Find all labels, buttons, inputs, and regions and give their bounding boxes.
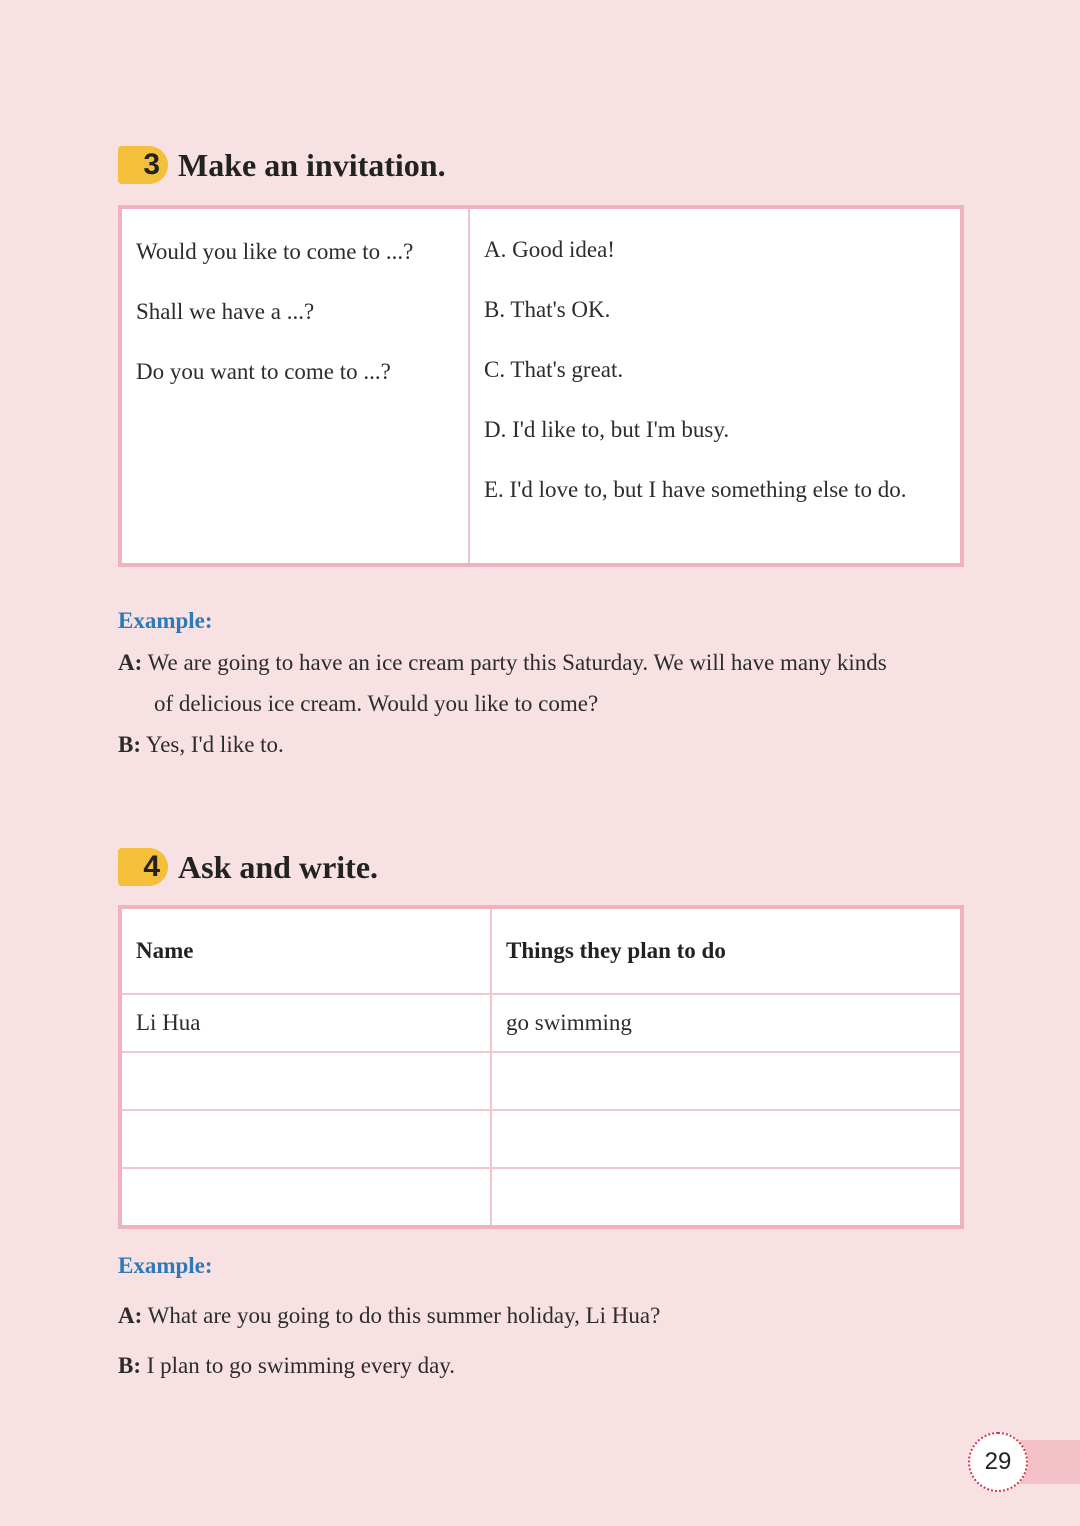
table-row xyxy=(120,1052,962,1110)
plan-cell[interactable] xyxy=(491,1110,962,1168)
dialog-line xyxy=(118,732,284,758)
section-title: Ask and write. xyxy=(178,848,379,885)
dialog-line xyxy=(154,691,598,717)
table-row xyxy=(120,994,962,1052)
speaker-label: B: xyxy=(118,732,141,757)
section-number-badge: 4 xyxy=(118,848,168,886)
speaker-label: A: xyxy=(118,1303,143,1328)
invitation-column xyxy=(122,209,470,563)
table-header-row xyxy=(120,907,962,994)
plan-cell[interactable] xyxy=(491,1052,962,1110)
dialog-text: I plan to go swimming every day. xyxy=(146,1353,456,1378)
speaker-label: A: xyxy=(118,650,143,675)
column-header-plans: Things they plan to do xyxy=(491,907,962,994)
dialog-line xyxy=(118,650,887,676)
example-label: Example: xyxy=(118,608,213,633)
invitation-phrase: Shall we have a ...? xyxy=(136,299,315,324)
plan-table xyxy=(118,905,964,1229)
invitation-phrase: Do you want to come to ...? xyxy=(136,359,391,384)
invitation-phrase: Would you like to come to ...? xyxy=(136,239,414,264)
response-option: A. Good idea! xyxy=(484,237,615,262)
name-cell: Li Hua xyxy=(120,994,491,1052)
response-option: D. I'd like to, but I'm busy. xyxy=(484,417,730,442)
dialog-text: We are going to have an ice cream party this Saturday. We will have many kinds xyxy=(147,650,887,675)
section-number-badge: 3 xyxy=(118,146,168,184)
plan-cell: go swimming xyxy=(491,994,962,1052)
invitation-box xyxy=(118,205,964,567)
dialog-line xyxy=(118,1303,660,1329)
table-row xyxy=(120,1168,962,1227)
example-label: Example: xyxy=(118,1253,213,1278)
speaker-label: B: xyxy=(118,1353,141,1378)
section-4-header xyxy=(118,848,378,886)
section-title: Make an invitation. xyxy=(178,146,446,183)
response-option: C. That's great. xyxy=(484,357,624,382)
name-cell[interactable] xyxy=(120,1110,491,1168)
plan-cell[interactable] xyxy=(491,1168,962,1227)
table-row xyxy=(120,1110,962,1168)
name-cell[interactable] xyxy=(120,1168,491,1227)
dialog-line xyxy=(118,1353,455,1379)
page-number: 29 xyxy=(968,1432,1028,1492)
response-option: B. That's OK. xyxy=(484,297,611,322)
name-cell[interactable] xyxy=(120,1052,491,1110)
dialog-text: Yes, I'd like to. xyxy=(145,732,284,757)
dialog-text: of delicious ice cream. Would you like to come? xyxy=(154,691,599,716)
response-option: E. I'd love to, but I have something else to do. xyxy=(484,477,907,502)
response-column xyxy=(470,209,960,563)
column-header-name: Name xyxy=(120,907,491,994)
dialog-text: What are you going to do this summer holiday, Li Hua? xyxy=(147,1303,661,1328)
section-3-header xyxy=(118,146,446,184)
